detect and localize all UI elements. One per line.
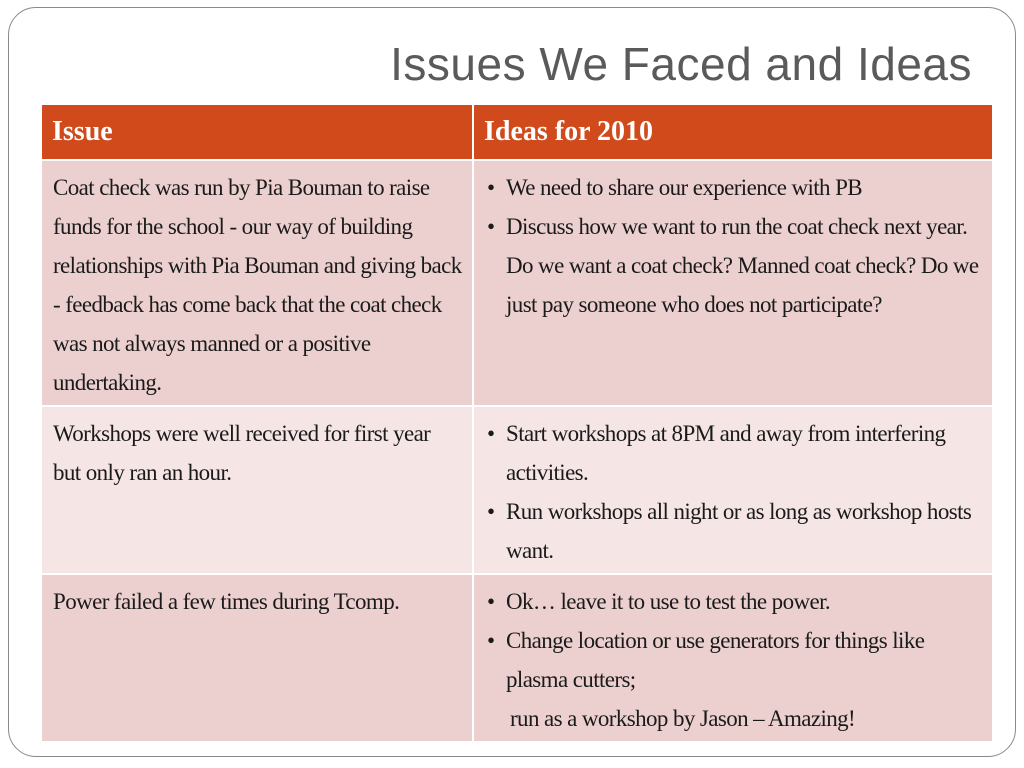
table-row bbox=[41, 160, 993, 406]
ideas-cell bbox=[473, 160, 993, 406]
idea-item: • Ok… leave it to use to test the power. bbox=[485, 582, 982, 621]
idea-item: • Run workshops all night or as long as workshop hosts want. bbox=[485, 492, 982, 570]
issue-cell: Workshops were well received for first year but only ran an hour. bbox=[41, 406, 473, 574]
table-row bbox=[41, 574, 993, 742]
ideas-cell bbox=[473, 574, 993, 742]
slide-title: Issues We Faced and Ideas bbox=[390, 38, 972, 90]
table-header-row bbox=[41, 104, 993, 160]
ideas-list bbox=[485, 582, 982, 699]
table-row bbox=[41, 406, 993, 574]
issue-cell: Power failed a few times during Tcomp. bbox=[41, 574, 473, 742]
issue-cell: Coat check was run by Pia Bouman to raise funds for the school - our way of building relationships with Pia Bouman and giving back - feedback has come back that the coat check was not always manned or a positive undertaking. bbox=[41, 160, 473, 406]
idea-item: • Change location or use generators for things like plasma cutters; bbox=[485, 621, 982, 699]
idea-item: • Discuss how we want to run the coat check next year. Do we want a coat check? Manned coat check? Do we just pay someone who does not participate? bbox=[485, 207, 982, 324]
header-ideas: Ideas for 2010 bbox=[473, 104, 993, 160]
issues-table bbox=[40, 103, 994, 743]
ideas-list bbox=[485, 414, 982, 570]
ideas-cell bbox=[473, 406, 993, 574]
slide bbox=[8, 7, 1016, 757]
header-issue: Issue bbox=[41, 104, 473, 160]
idea-item: • We need to share our experience with PB bbox=[485, 168, 982, 207]
ideas-list bbox=[485, 168, 982, 324]
idea-item: • Start workshops at 8PM and away from interfering activities. bbox=[485, 414, 982, 492]
idea-note: run as a workshop by Jason – Amazing! bbox=[510, 706, 856, 731]
